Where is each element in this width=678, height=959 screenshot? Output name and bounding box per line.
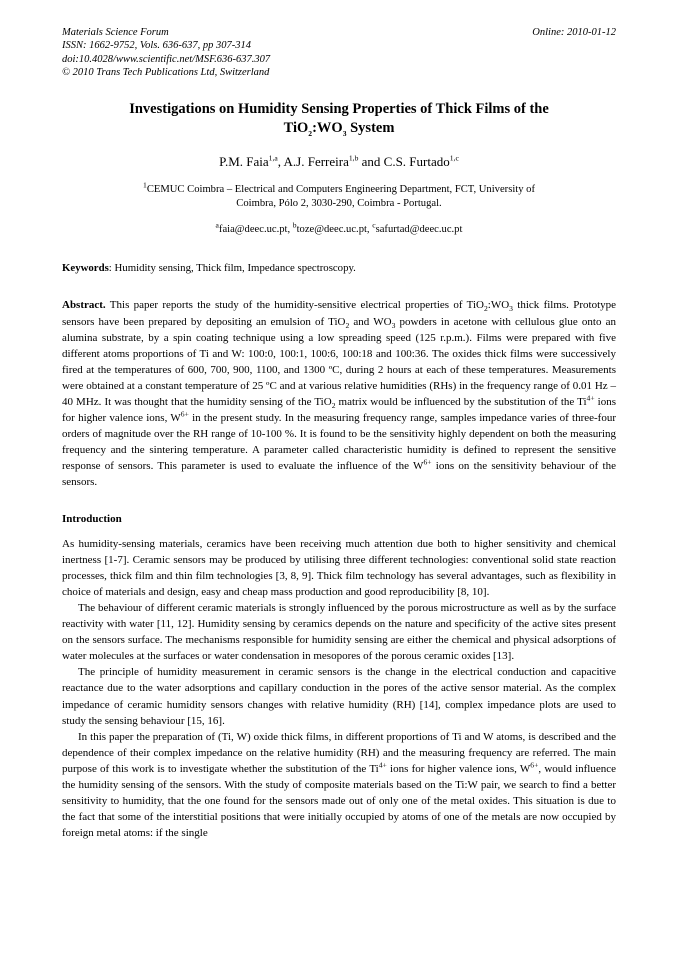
intro-p4-seg-1: In this paper the preparation of (Ti, W) oxide thick films, in different proportions of Ti and W atoms, is described and the dependence of their complex impedance on the relative humidity (RH) and the measuring frequency are referred. The main purpose of this work is to investigate whether the substitution of the Ti	[62, 730, 616, 775]
page-header	[62, 26, 616, 80]
keywords-text: : Humidity sensing, Thick film, Impedance spectroscopy.	[108, 262, 356, 275]
author-2-sup: 1,b	[348, 153, 359, 163]
abstract-seg-3: thick films. Prototype sensors have been prepared by depositing an emulsion of TiO	[62, 299, 617, 328]
section-heading-introduction: Introduction	[62, 512, 122, 525]
author-3: C.S. Furtado	[383, 153, 450, 169]
intro-paragraph-3: The principle of humidity measurement in ceramic sensors is the change in the electrical conduction and capacitive reactance due to the water adsorptions and capillary conduction in the pores of the active sensor material. As the complex impedance of ceramic humidity sensors changes with relative humidity (RH) [14], complex impedance plots are used to study the sensing behaviour [15, 16].	[62, 666, 616, 727]
author-sep-1: ,	[277, 153, 284, 169]
abstract-sup-1: 4+	[586, 393, 595, 403]
keywords-label: Keywords	[62, 262, 109, 275]
title-line-2: $TiO_2:WO_3$ System	[283, 119, 395, 138]
abstract-seg-1: This paper reports the study of the humidity-sensitive electrical properties of TiO	[105, 299, 484, 312]
abstract-sub-3: 2	[345, 320, 350, 330]
intro-p4-sup-2: 6+	[530, 760, 539, 770]
abstract-seg-4: and WO	[349, 315, 392, 328]
intro-paragraph-1: As humidity-sensing materials, ceramics have been receiving much attention due both to higher sensitivity and chemical inertness [1-7]. Ceramic sensors may be produced by utilising three different technologies: conventional solid state reaction processes, thick film and thin film technologies [3, 8, 9]. Thick film technology has several advantages, such as flexibility in choice of materials and design, easy and cheap mass production and good reproducibility [8, 10].	[62, 537, 616, 598]
author-emails	[62, 220, 616, 237]
abstract-seg-2: :WO	[487, 299, 510, 312]
author-1-sup: 1,a	[268, 153, 278, 163]
author-2: A.J. Ferreira	[283, 153, 349, 169]
abstract-sup-3: 6+	[423, 457, 432, 467]
issn-line: ISSN: 1662-9752, Vols. 636-637, pp 307-314	[62, 40, 251, 52]
header-left-block	[62, 26, 270, 80]
page-title	[62, 100, 616, 138]
keywords-line	[62, 261, 616, 275]
intro-p4-seg-3: , would influence the humidity sensing of the sensors. With the study of composite materials based on the Ti:W pair, we search to find a better sensitivity to humidity, that the one found for the sensors made out of only one of the metal oxides. This situation is due to the fact that some of the interstitial positions that were initially occupied by atoms of one of the metals are now occupied by foreign metal atoms: if the single	[62, 762, 616, 840]
abstract-seg-7: ions for higher valence ions, W	[62, 396, 616, 425]
affiliation-sup: 1	[143, 180, 147, 190]
intro-paragraph-4	[62, 729, 616, 842]
affiliation	[62, 180, 616, 212]
title-line-1: Investigations on Humidity Sensing Properties of Thick Films of the	[129, 100, 549, 117]
abstract-seg-6: matrix would be influenced by the substitution of the Ti	[335, 396, 587, 408]
online-date: Online: 2010-01-12	[532, 27, 616, 38]
journal-name: Materials Science Forum	[62, 27, 169, 38]
abstract-seg-8: in the present study. In the measuring frequency range, samples impedance varies of three-four orders of magnitude over the RH range of 10-100 %. It is found to be the sensitivity highly dependent on both the measuring frequency and the sintering temperature. A parameter called characteristic humidity is defined to represent the sensitive response of sensors. This parameter is used to evaluate the influence of the W	[62, 412, 617, 473]
author-list	[62, 153, 616, 170]
abstract-seg-5: powders in acetone with cellulous glue onto an alumina substrate, by a spin coating technique using a low spreading speed (125 r.p.m.). Films were prepared with five different atoms proportions of Ti and W: 100:0, 100:1, 100:6, 100:18 and 100:36. The oxides thick films were successively fired at the temperatures of 600, 700, 900, 1100, and 1300 ºC, during 2 hours at each of these temperatures. Measurements were obtained at a constant temperature of 25 ºC and at various relative humidities (RHs) in the frequency range of 0.01 Hz – 40 MHz. It was thought that the humidity sensing of the TiO	[62, 315, 617, 408]
email-c: safurtad@deec.uc.pt	[375, 224, 463, 236]
abstract-seg-9: ions on the sensitivity behaviour of the sensors.	[62, 460, 616, 489]
email-a: faia@deec.uc.pt,	[218, 224, 293, 236]
affiliation-line-1: CEMUC Coimbra – Electrical and Computers Engineering Department, FCT, University of	[146, 183, 535, 195]
author-1: P.M. Faia	[219, 153, 269, 169]
abstract-sup-2: 6+	[180, 409, 189, 419]
author-3-sup: 1,c	[449, 153, 459, 163]
intro-p4-sup-1: 4+	[378, 760, 387, 770]
email-sup-b: b	[292, 220, 297, 230]
email-b: toze@deec.uc.pt,	[296, 224, 373, 236]
intro-paragraph-2: The behaviour of different ceramic materials is strongly influenced by the porous microstructure as well as by the surface reactivity with water [11, 12]. Humidity sensing by ceramics depends on the nature and specificity of the active sites present on the sensors surface. The mechanisms responsible for humidity sensing are either the chemical and physical adsorptions of water molecules at the surfaces or water condensation in mesopores of the porous ceramic oxides [13].	[62, 601, 616, 663]
abstract-label: Abstract.	[62, 299, 106, 312]
abstract-block	[62, 297, 616, 490]
affiliation-line-2: Coimbra, Pólo 2, 3030-290, Coimbra - Portugal.	[236, 198, 442, 210]
doi-line: doi:10.4028/www.scientific.net/MSF.636-637.307	[62, 53, 271, 65]
email-sup-c: c	[372, 220, 376, 230]
abstract-sub-2: 3	[509, 304, 513, 314]
abstract-sub-1: 2	[483, 304, 488, 314]
email-sup-a: a	[215, 220, 219, 230]
author-sep-2: and	[358, 153, 384, 169]
intro-p4-seg-2: ions for higher valence ions, W	[386, 762, 531, 775]
abstract-sub-4: 3	[391, 320, 396, 330]
copyright-line: © 2010 Trans Tech Publications Ltd, Switzerland	[62, 67, 270, 79]
abstract-sub-5: 2	[331, 401, 336, 411]
